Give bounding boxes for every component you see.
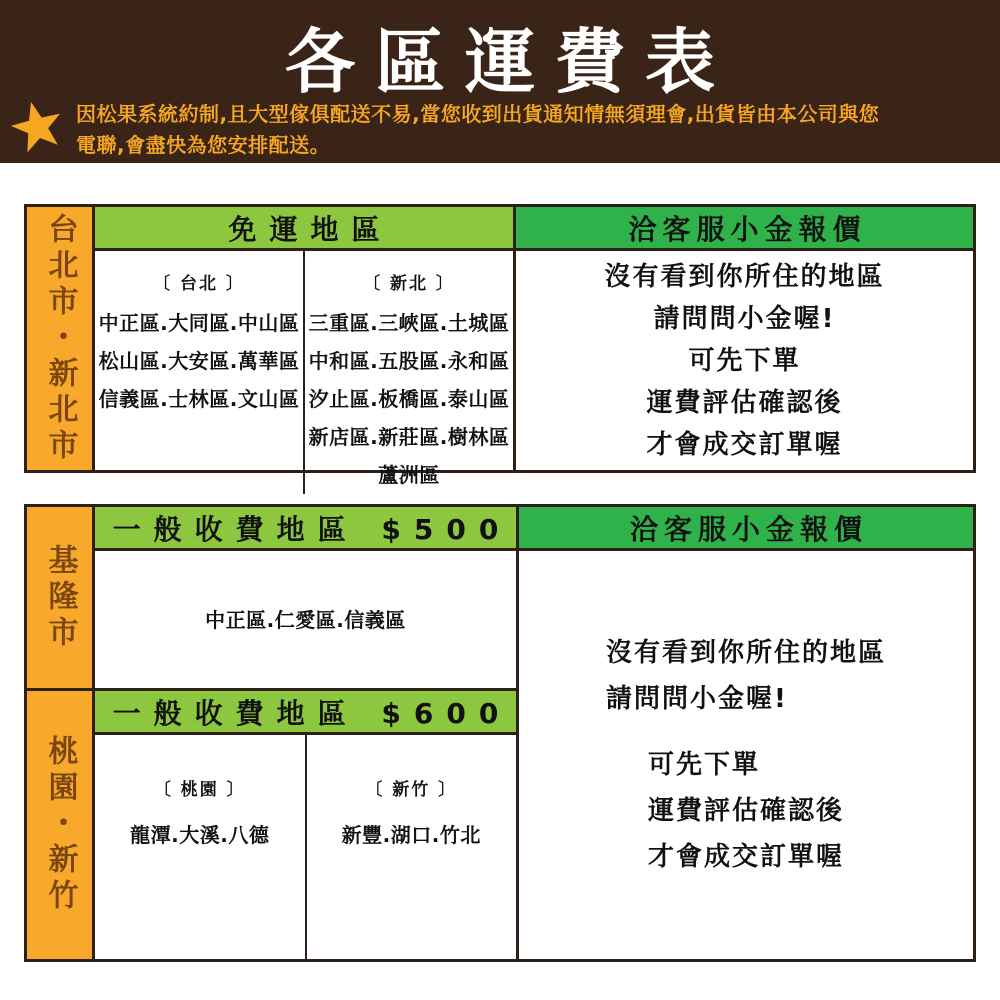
- quote-group-2: [648, 742, 844, 880]
- district-row: [95, 735, 516, 959]
- keelung-fee-section: [95, 507, 516, 688]
- district-line: 三重區.三峽區.土城區: [308, 311, 510, 335]
- quote-section: [519, 507, 973, 959]
- quote-line: 請問問小金喔!: [605, 684, 788, 714]
- taoyuan-hsinchu-row: [27, 691, 516, 959]
- district-row: [95, 251, 513, 494]
- free-shipping-table: [24, 204, 976, 487]
- quote-line: 沒有看到你所住的地區: [605, 638, 886, 668]
- fee-header-600: 一般收費地區 $600: [95, 691, 516, 735]
- notice-line-2: 電聯,會盡快為您安排配送。: [76, 133, 331, 157]
- district-line: 汐止區.板橋區.泰山區: [308, 387, 510, 411]
- district-line: 龍潭.大溪.八德: [130, 823, 270, 847]
- region-label-keelung: 基隆市: [42, 543, 78, 652]
- district-cell-title: 〔 新竹 〕: [365, 780, 458, 800]
- star-icon: [10, 99, 64, 153]
- district-cell-newtaipei: [303, 251, 513, 494]
- district-line: 新店區.新莊區.樹林區: [308, 425, 510, 449]
- quote-line: 運費評估確認後: [646, 387, 843, 418]
- quote-header: 洽客服小金報價: [519, 507, 973, 551]
- quote-line: 運費評估確認後: [647, 796, 844, 826]
- free-area-section: [95, 207, 516, 487]
- district-cell-hsinchu: [305, 735, 517, 959]
- district-line: 松山區.大安區.萬華區: [98, 349, 300, 373]
- district-cell-taoyuan: [95, 735, 305, 959]
- quote-body: [516, 251, 973, 470]
- district-line: 新豐.湖口.竹北: [341, 823, 481, 847]
- quote-group-1: [606, 630, 886, 722]
- district-cell-title: 〔 新北 〕: [363, 274, 455, 294]
- region-column-keelung: [27, 507, 95, 688]
- notice: [10, 99, 994, 161]
- district-cell-keelung: [95, 551, 516, 688]
- quote-body: [519, 551, 973, 959]
- quote-line: 才會成交訂單喔: [647, 842, 844, 872]
- fee-header-500: 一般收費地區 $500: [95, 507, 516, 551]
- quote-line: 可先下單: [688, 345, 801, 376]
- paid-shipping-table: [24, 504, 976, 962]
- region-column-taoyuan-hsinchu: [27, 691, 95, 959]
- notice-line-1: 因松果系統約制,且大型傢俱配送不易,當您收到出貨通知情無須理會,出貨皆由本公司與您: [76, 102, 880, 126]
- region-column-taipei-newtaipei: [27, 207, 95, 470]
- region-label-taipei-newtaipei: 台北市・新北市: [42, 212, 78, 465]
- taoyuan-hsinchu-fee-section: [95, 691, 516, 959]
- paid-areas-section: [27, 507, 519, 959]
- district-line: 中正區.大同區.中山區: [98, 311, 300, 335]
- quote-header: 洽客服小金報價: [516, 207, 973, 251]
- region-label-taoyuan-hsinchu: 桃園・新竹: [42, 735, 78, 915]
- header-banner: [0, 0, 1000, 163]
- quote-section: [516, 207, 973, 470]
- quote-line: 沒有看到你所住的地區: [604, 261, 885, 292]
- district-cell-taipei: [95, 251, 303, 494]
- quote-line: 請問問小金喔!: [653, 303, 836, 334]
- quote-line: 可先下單: [647, 750, 760, 780]
- district-line: 信義區.士林區.文山區: [98, 387, 300, 411]
- district-line: 蘆洲區: [378, 463, 440, 487]
- district-cell-title: 〔 桃園 〕: [153, 780, 246, 800]
- district-cell-title: 〔 台北 〕: [153, 274, 245, 294]
- keelung-row: [27, 507, 516, 691]
- quote-line: 才會成交訂單喔: [646, 429, 843, 460]
- notice-text: [76, 99, 879, 161]
- free-area-header: 免運地區: [95, 207, 513, 251]
- district-line: 中和區.五股區.永和區: [308, 349, 510, 373]
- page-title: 各區運費表: [285, 21, 735, 103]
- district-line: 中正區.仁愛區.信義區: [205, 607, 406, 632]
